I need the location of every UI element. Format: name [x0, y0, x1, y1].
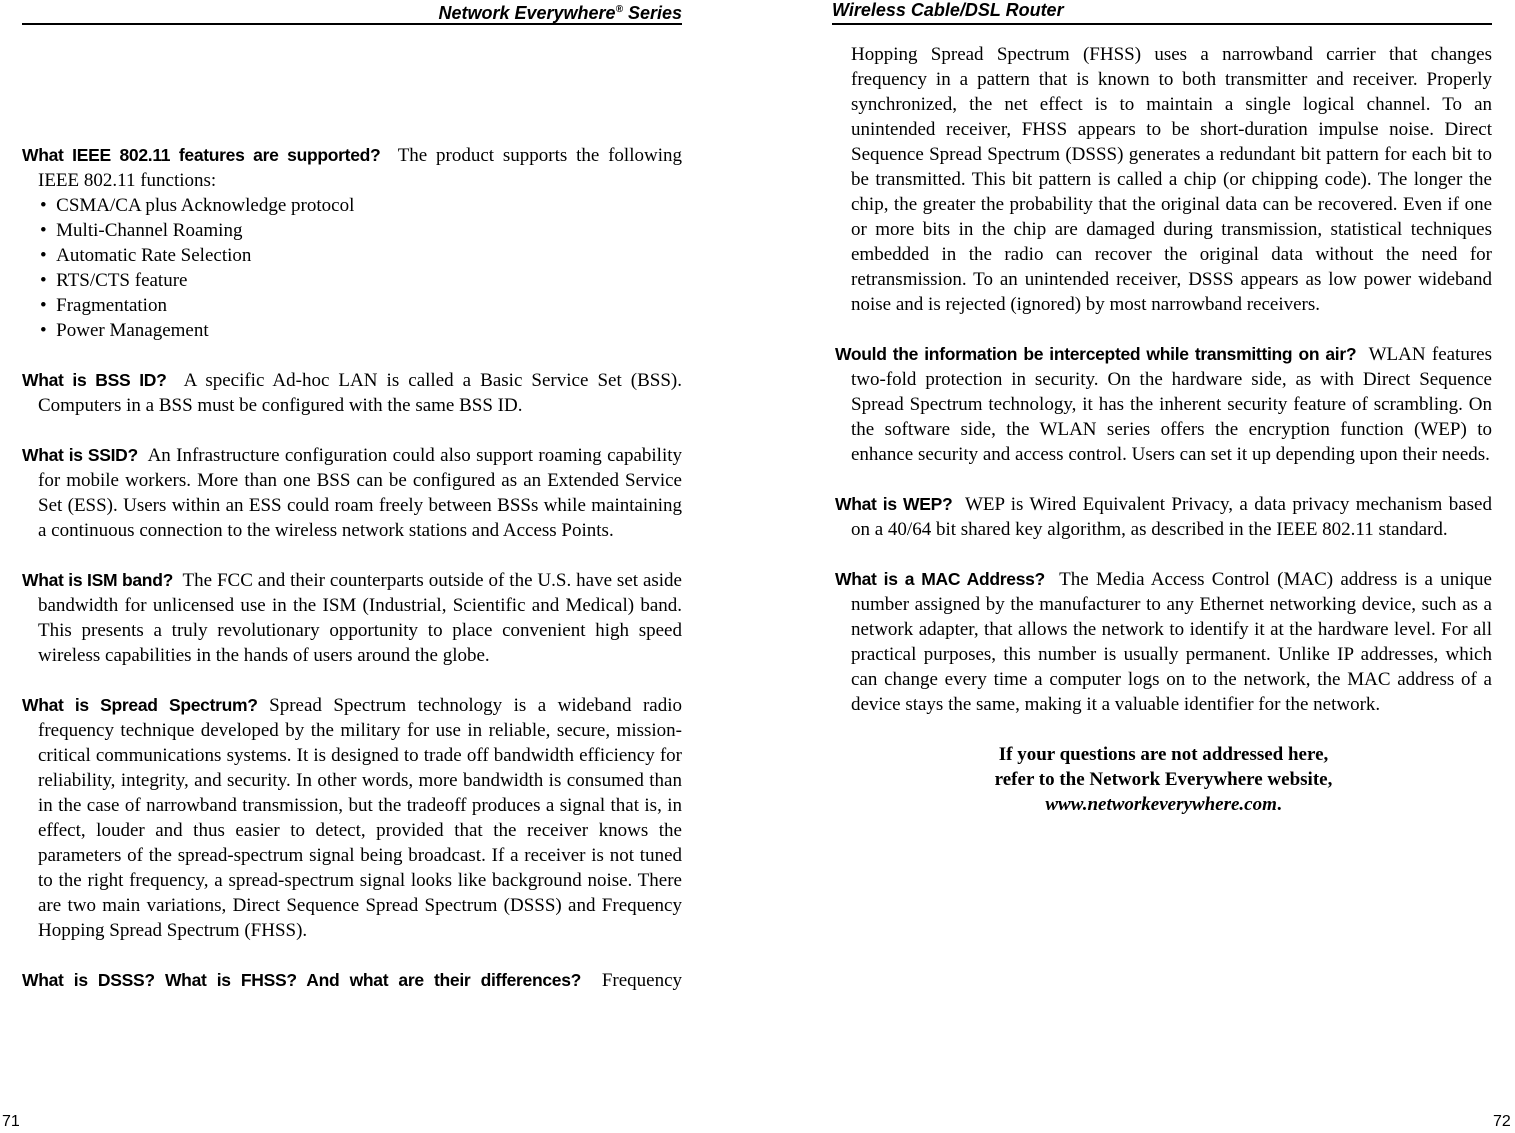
registered-mark: ®	[615, 4, 623, 15]
header-series-name: Network Everywhere	[438, 3, 616, 23]
closing-line-2: refer to the Network Everywhere website,	[994, 769, 1333, 790]
faq-dsss	[22, 968, 682, 993]
faq-mac	[835, 567, 1492, 717]
faq-bss	[22, 368, 682, 418]
faq-question: What is ISM band?	[22, 570, 173, 590]
right-page	[760, 0, 1515, 1133]
left-page-header	[22, 0, 682, 25]
list-item: • RTS/CTS feature	[38, 268, 682, 293]
closing-note	[835, 742, 1492, 817]
faq-wep	[835, 492, 1492, 542]
faq-dsss-continued: Hopping Spread Spectrum (FHSS) uses a narrowband carrier that changes frequency in a pattern that is known to both transmitter and receiver. Properly synchronized, the net effect is to maintain a single logical channel. To an unintended receiver, FHSS appears to be short-duration impulse noise. Direct Sequence Spread Spectrum (DSSS) generates a redundant bit pattern for each bit to be transmitted. This bit pattern is called a chip (or chipping code). The longer the chip, the greater the probability that the original data can be recovered. Even if one or more bits in the chip are damaged during transmission, statistical techniques embedded in the radio can recover the original data without the need for retransmission. To an unintended receiver, DSSS appears as low power wideband noise and is rejected (ignored) by most narrowband receivers.	[851, 44, 1492, 315]
faq-intercept	[835, 342, 1492, 467]
right-page-header: Wireless Cable/DSL Router	[832, 0, 1492, 25]
website-link[interactable]: www.networkeverywhere.com	[1045, 794, 1277, 815]
list-item: • Multi-Channel Roaming	[38, 218, 682, 243]
list-item: • Fragmentation	[38, 293, 682, 318]
faq-question: What IEEE 802.11 features are supported?	[22, 145, 381, 165]
faq-question: What is Spread Spectrum?	[22, 695, 258, 715]
faq-answer: A specific Ad-hoc LAN is called a Basic Service Set (BSS). Computers in a BSS must be configured with the same BSS ID.	[38, 370, 682, 416]
closing-line-1: If your questions are not addressed here,	[998, 744, 1329, 765]
feature-list	[38, 193, 682, 343]
faq-question: What is DSSS? What is FHSS? And what are their differences?	[22, 970, 582, 990]
left-page-body	[22, 143, 682, 1018]
list-item: • Automatic Rate Selection	[38, 243, 682, 268]
closing-line-3	[835, 792, 1492, 817]
list-item: • Power Management	[38, 318, 682, 343]
faq-question: What is BSS ID?	[22, 370, 167, 390]
faq-answer: WLAN features two-fold protection in security. On the hardware side, as with Direct Sequence Spread Spectrum technology, it has the inherent security feature of scrambling. On the software side, the WLAN series offers the encryption function (WEP) to enhance security and access control. Users can set it up depending upon their needs.	[851, 344, 1492, 465]
faq-question: What is a MAC Address?	[835, 569, 1045, 589]
faq-ism	[22, 568, 682, 668]
list-item: • CSMA/CA plus Acknowledge protocol	[38, 193, 682, 218]
faq-ieee	[22, 143, 682, 343]
closing-period: .	[1276, 794, 1282, 815]
faq-answer: The Media Access Control (MAC) address is a unique number assigned by the manufacturer to any Ethernet networking device, such as a network adapter, that allows the network to identify it at the hardware level. For all practical purposes, this number is usually permanent. Unlike IP addresses, which can change every time a computer logs on to the network, the MAC address of a device stays the same, making it a valuable identifier for the network.	[851, 569, 1492, 715]
right-page-body	[835, 42, 1492, 817]
faq-question: What is WEP?	[835, 494, 953, 514]
faq-answer: The FCC and their counterparts outside of the U.S. have set aside bandwidth for unlicensed use in the ISM (Industrial, Scientific and Medical) band. This presents a truly revolutionary opportunity to place convenient high speed wireless capabilities in the hands of users around the globe.	[38, 570, 682, 666]
faq-question: What is SSID?	[22, 445, 138, 465]
page-number: 71	[2, 1113, 20, 1130]
faq-answer: Frequency	[601, 970, 683, 991]
faq-answer: An Infrastructure configuration could also support roaming capability for mobile workers. More than one BSS can be configured as an Extended Service Set (ESS). Users within an ESS could roam freely between BSSs while maintaining a continuous connection to the wireless network stations and Access Points.	[38, 445, 683, 541]
header-series-suffix: Series	[622, 3, 682, 23]
faq-question: Would the information be intercepted while transmitting on air?	[835, 344, 1357, 364]
faq-spread-spectrum	[22, 693, 682, 943]
page-number: 72	[1493, 1113, 1511, 1130]
faq-answer: Spread Spectrum technology is a wideband radio frequency technique developed by the military for use in reliable, secure, mission-critical communications systems. It is designed to trade off bandwidth efficiency for reliability, integrity, and security. In other words, more bandwidth is consumed than in the case of narrowband transmission, but the tradeoff produces a signal that is, in effect, louder and thus easier to detect, provided that the receiver knows the parameters of the spread-spectrum signal being broadcast. If a receiver is not tuned to the right frequency, a spread-spectrum signal looks like background noise. There are two main variations, Direct Sequence Spread Spectrum (DSSS) and Frequency Hopping Spread Spectrum (FHSS).	[38, 695, 683, 941]
faq-answer: The product supports the following IEEE 802.11 functions:	[38, 145, 682, 191]
faq-answer: WEP is Wired Equivalent Privacy, a data privacy mechanism based on a 40/64 bit shared key algorithm, as described in the IEEE 802.11 standard.	[851, 494, 1492, 540]
faq-ssid	[22, 443, 682, 543]
